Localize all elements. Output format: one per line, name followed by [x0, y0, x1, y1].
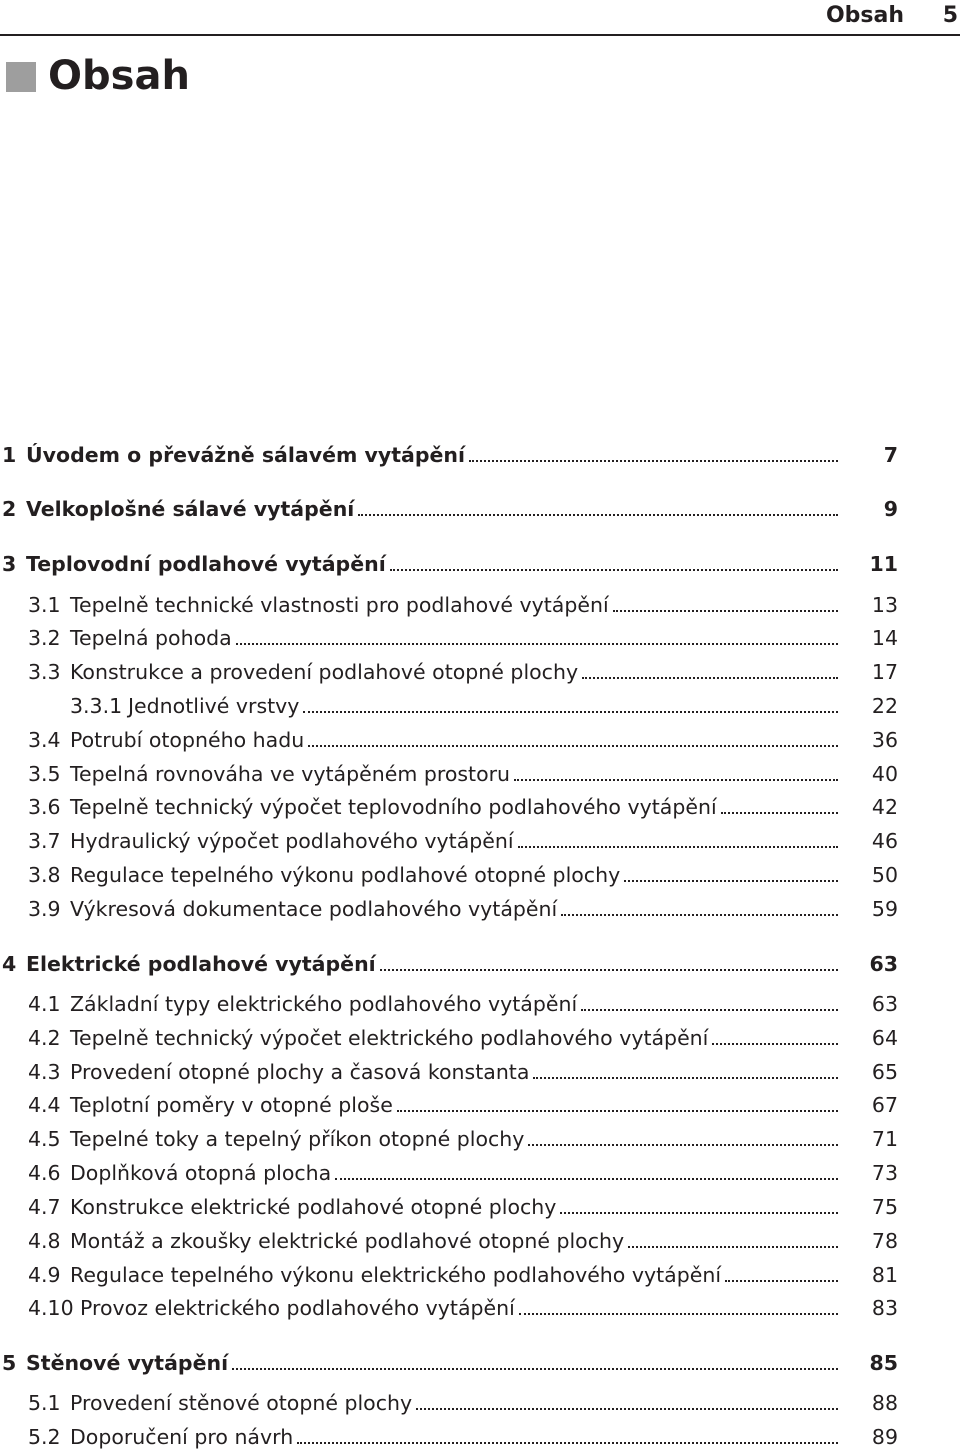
dot-leader — [380, 967, 838, 971]
toc-entry[interactable] — [0, 759, 960, 789]
dot-leader — [416, 1406, 838, 1410]
toc-entry-title: Montáž a zkoušky elektrické podlahové otopné plochy — [70, 1229, 625, 1253]
toc-entry-page-number: 81 — [871, 1263, 898, 1287]
page-title: Obsah — [48, 53, 190, 99]
toc-entry[interactable] — [0, 657, 960, 687]
running-head-page-number: 5 — [942, 3, 958, 28]
toc-entry[interactable] — [0, 1192, 960, 1222]
dot-leader — [390, 567, 838, 571]
toc-entry-number: 4.4 — [28, 1093, 61, 1117]
toc-entry-number: 3.3 — [28, 660, 61, 684]
toc-entry[interactable] — [0, 792, 960, 822]
toc-entry[interactable] — [0, 1422, 960, 1452]
dot-leader — [712, 1041, 838, 1045]
dot-leader — [519, 1311, 838, 1315]
dot-leader — [297, 1440, 838, 1444]
toc-entry[interactable] — [0, 549, 960, 579]
toc-entry-number: 4.6 — [28, 1161, 61, 1185]
dot-leader — [725, 1278, 838, 1282]
toc-entry-number: 4.2 — [28, 1026, 61, 1050]
toc-entry-title: Základní typy elektrického podlahového vytápění — [70, 992, 578, 1016]
toc-entry-title: Doplňková otopná plocha — [70, 1161, 332, 1185]
toc-entry-title: Tepelně technické vlastnosti pro podlahové vytápění — [70, 593, 609, 617]
toc-entry-number: 4.7 — [28, 1195, 61, 1219]
toc-entry-number: 2 — [2, 497, 17, 521]
toc-entry-number: 3 — [2, 552, 17, 576]
toc-entry-page-number: 89 — [871, 1425, 898, 1449]
toc-entry-title: Teplotní poměry v otopné ploše — [70, 1093, 393, 1117]
dot-leader — [582, 675, 838, 679]
toc-entry-title: Elektrické podlahové vytápění — [26, 952, 376, 976]
toc-entry[interactable] — [0, 691, 960, 721]
toc-entry-page-number: 46 — [871, 829, 898, 853]
toc-entry-number: 4.5 — [28, 1127, 61, 1151]
toc-entry-title: Úvodem o převážně sálavém vytápění — [26, 443, 466, 467]
toc-entry[interactable] — [0, 894, 960, 924]
toc-entry-page-number: 75 — [871, 1195, 898, 1219]
toc-entry[interactable] — [0, 949, 960, 979]
toc-entry-number: 4.3 — [28, 1060, 61, 1084]
toc-entry[interactable] — [0, 860, 960, 890]
toc-entry-number: 3.9 — [28, 897, 61, 921]
dot-leader — [358, 512, 838, 516]
toc-entry-page-number: 50 — [871, 863, 898, 887]
toc-entry-title: Tepelné toky a tepelný příkon otopné plochy — [70, 1127, 525, 1151]
toc-entry-number: 3.6 — [28, 795, 61, 819]
toc-entry-page-number: 65 — [871, 1060, 898, 1084]
toc-entry-page-number: 40 — [871, 762, 898, 786]
toc-entry-title: Provedení otopné plochy a časová konstanta — [70, 1060, 530, 1084]
toc-entry[interactable] — [0, 725, 960, 755]
toc-entry-page-number: 7 — [883, 443, 898, 467]
toc-entry-title: Tepelná rovnováha ve vytápěném prostoru — [70, 762, 511, 786]
dot-leader — [613, 608, 838, 612]
dot-leader — [514, 777, 838, 781]
dot-leader — [397, 1108, 838, 1112]
toc-entry-number: 4 — [2, 952, 17, 976]
toc-entry-title: Tepelně technický výpočet elektrického podlahového vytápění — [70, 1026, 709, 1050]
running-head-title: Obsah — [825, 3, 904, 28]
toc-entry-page-number: 11 — [869, 552, 898, 576]
toc-entry-number: 5.2 — [28, 1425, 61, 1449]
toc-entry-page-number: 9 — [883, 497, 898, 521]
dot-leader — [581, 1007, 838, 1011]
toc-entry-page-number: 85 — [869, 1351, 898, 1375]
toc-entry[interactable] — [0, 1124, 960, 1154]
toc-entry-page-number: 64 — [871, 1026, 898, 1050]
toc-entry-title: Provoz elektrického podlahového vytápění — [80, 1296, 515, 1320]
toc-entry[interactable] — [0, 989, 960, 1019]
toc-entry-number: 3.7 — [28, 829, 61, 853]
toc-entry-title: Provedení stěnové otopné plochy — [70, 1391, 413, 1415]
toc-entry-title: Regulace tepelného výkonu podlahové otopné plochy — [70, 863, 621, 887]
toc-entry-title: Regulace tepelného výkonu elektrického podlahového vytápění — [70, 1263, 722, 1287]
dot-leader — [624, 878, 838, 882]
toc-entry-title: Výkresová dokumentace podlahového vytápění — [70, 897, 558, 921]
dot-leader — [721, 810, 838, 814]
toc-entry-number: 4.9 — [28, 1263, 61, 1287]
toc-entry-title: Teplovodní podlahové vytápění — [26, 552, 386, 576]
toc-entry-page-number: 63 — [871, 992, 898, 1016]
toc-entry[interactable] — [0, 623, 960, 653]
toc-entry-page-number: 78 — [871, 1229, 898, 1253]
toc-entry[interactable] — [0, 826, 960, 856]
toc-entry[interactable] — [0, 1388, 960, 1418]
toc-entry-number: 3.8 — [28, 863, 61, 887]
toc-entry-page-number: 17 — [871, 660, 898, 684]
toc-entry-page-number: 83 — [871, 1296, 898, 1320]
toc-entry-title: Hydraulický výpočet podlahového vytápění — [70, 829, 514, 853]
toc-entry[interactable] — [0, 1348, 960, 1378]
toc-entry-number: 4.1 — [28, 992, 61, 1016]
toc-entry[interactable] — [0, 1090, 960, 1120]
toc-entry-page-number: 67 — [871, 1093, 898, 1117]
toc-entry-page-number: 42 — [871, 795, 898, 819]
toc-entry-number: 5.1 — [28, 1391, 61, 1415]
toc-entry[interactable] — [0, 1226, 960, 1256]
toc-entry-number: 3.4 — [28, 728, 61, 752]
toc-entry[interactable] — [0, 1293, 960, 1323]
toc-entry[interactable] — [0, 1057, 960, 1087]
toc-entry-number: 3.1 — [28, 593, 61, 617]
toc-entry-page-number: 63 — [869, 952, 898, 976]
toc-entry-number: 3.5 — [28, 762, 61, 786]
dot-leader — [560, 1210, 838, 1214]
toc-entry-page-number: 71 — [871, 1127, 898, 1151]
toc-entry[interactable] — [0, 440, 960, 470]
toc-entry-title: Doporučení pro návrh — [70, 1425, 294, 1449]
toc-entry-page-number: 13 — [871, 593, 898, 617]
toc-entry-page-number: 88 — [871, 1391, 898, 1415]
toc-entry-title: Stěnové vytápění — [26, 1351, 229, 1375]
toc-entry[interactable] — [0, 1023, 960, 1053]
dot-leader — [308, 743, 838, 747]
toc-entry[interactable] — [0, 494, 960, 524]
toc-entry-page-number: 73 — [871, 1161, 898, 1185]
toc-entry-number: 4.8 — [28, 1229, 61, 1253]
toc-entry[interactable] — [0, 1260, 960, 1290]
toc-entry-title: Jednotlivé vrstvy — [128, 694, 300, 718]
toc-entry-number: 4.10 — [28, 1296, 74, 1320]
toc-entry-number: 3.2 — [28, 626, 61, 650]
toc-entry-number: 3.3.1 — [70, 694, 123, 718]
toc-entry[interactable] — [0, 1158, 960, 1188]
toc-entry-title: Velkoplošné sálavé vytápění — [26, 497, 355, 521]
dot-leader — [335, 1176, 838, 1180]
dot-leader — [561, 912, 838, 916]
toc-entry-number: 1 — [2, 443, 17, 467]
toc-entry[interactable] — [0, 590, 960, 620]
toc-entry-page-number: 59 — [871, 897, 898, 921]
dot-leader — [533, 1075, 838, 1079]
dot-leader — [303, 709, 838, 713]
toc-entry-page-number: 36 — [871, 728, 898, 752]
dot-leader — [469, 458, 838, 462]
toc-entry-title: Konstrukce a provedení podlahové otopné plochy — [70, 660, 579, 684]
dot-leader — [528, 1142, 838, 1146]
dot-leader — [236, 641, 838, 645]
toc-entry-number: 5 — [2, 1351, 17, 1375]
toc-entry-title: Potrubí otopného hadu — [70, 728, 305, 752]
dot-leader — [628, 1244, 838, 1248]
toc-entry-title: Tepelně technický výpočet teplovodního podlahového vytápění — [70, 795, 717, 819]
toc-entry-title: Konstrukce elektrické podlahové otopné plochy — [70, 1195, 557, 1219]
dot-leader — [518, 844, 838, 848]
toc-entry-page-number: 22 — [871, 694, 898, 718]
toc-entry-title: Tepelná pohoda — [70, 626, 232, 650]
dot-leader — [232, 1366, 838, 1370]
toc-entry-page-number: 14 — [871, 626, 898, 650]
